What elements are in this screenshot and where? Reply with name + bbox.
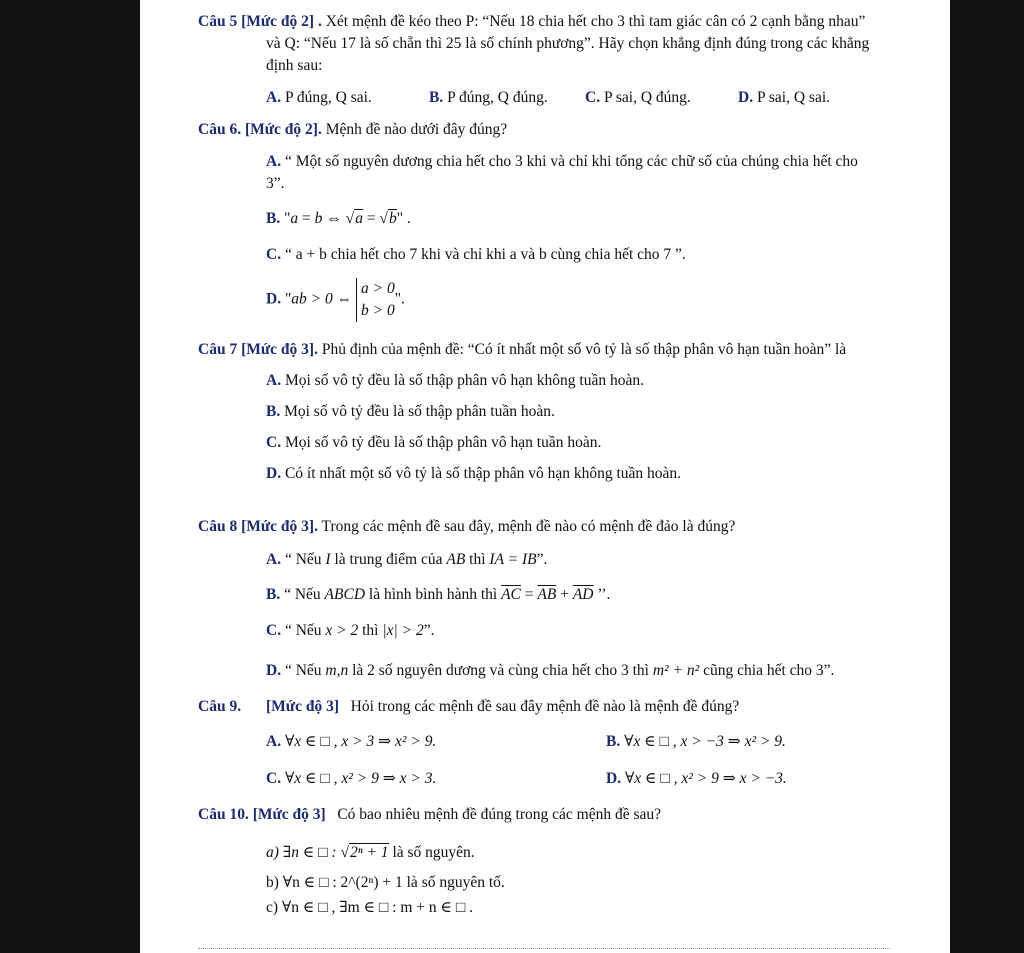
question-6-label: Câu 6. [Mức độ 2]. <box>198 121 322 138</box>
question-5-line-3: định sau: <box>266 57 323 74</box>
question-7-label: Câu 7 [Mức độ 3]. <box>198 341 318 358</box>
question-8-option-d: D. “ Nếu m,n là 2 số nguyên dương và cùng chia hết cho 3 thì m² + n² cũng chia hết cho 3”. <box>266 662 835 679</box>
question-6-option-a: A. “ Một số nguyên dương chia hết cho 3 khi và chỉ khi tổng các chữ số của chúng chia hết cho <box>266 153 858 170</box>
question-5-line-1: Câu 5 [Mức độ 2] . Xét mệnh đề kéo theo P: “Nếu 18 chia hết cho 3 thì tam giác cân có 2 cạnh bằng nhau” <box>198 13 866 30</box>
question-6-option-b: B. "a = b ⇔ √a = √b" . <box>266 210 411 227</box>
question-5-label: Câu 5 [Mức độ 2] . <box>198 13 322 30</box>
question-9-label: Câu 9. <box>198 698 242 715</box>
question-10-stem: Câu 10. [Mức độ 3] Có bao nhiêu mệnh đề đúng trong các mệnh đề sau? <box>198 806 662 823</box>
question-5-option-d: D. P sai, Q sai. <box>738 89 831 106</box>
question-6-option-d: D. "ab > 0 ⇔ a > 0 b > 0". <box>266 278 405 322</box>
system-brace: a > 0 b > 0 <box>356 278 395 322</box>
question-5-option-a: A. P đúng, Q sai. <box>266 89 372 106</box>
question-5-option-c: C. P sai, Q đúng. <box>585 89 691 106</box>
question-8-option-b: B. “ Nếu ABCD là hình bình hành thì $\overline{AC} = \overline{AB} + \overline{AD}$ ’’. <box>266 586 611 603</box>
question-9-level: [Mức độ 3] <box>266 698 340 715</box>
question-8-stem: Câu 8 [Mức độ 3]. Trong các mệnh đề sau đây, mệnh đề nào có mệnh đề đảo là đúng? <box>198 518 736 535</box>
question-5-option-b: B. P đúng, Q đúng. <box>429 89 548 106</box>
question-10-label: Câu 10. [Mức độ 3] <box>198 806 326 823</box>
question-7-stem: Câu 7 [Mức độ 3]. Phủ định của mệnh đề: “Có ít nhất một số vô tỷ là số thập phân vô hạn tuần hoàn” là <box>198 341 847 358</box>
question-7-option-c: C. Mọi số vô tỷ đều là số thập phân vô hạn tuần hoàn. <box>266 434 602 451</box>
question-8-label: Câu 8 [Mức độ 3]. <box>198 518 318 535</box>
question-7-option-d: D. Có ít nhất một số vô tỷ là số thập phân vô hạn không tuần hoàn. <box>266 465 682 482</box>
question-5-line-2: và Q: “Nếu 17 là số chẵn thì 25 là số chính phương”. Hãy chọn khẳng định đúng trong các khẳng <box>266 35 870 52</box>
question-10-item-a: a) ∃n ∈ □ : √2ⁿ + 1 là số nguyên. <box>266 844 475 861</box>
question-6-stem: Câu 6. [Mức độ 2]. Mệnh đề nào dưới đây đúng? <box>198 121 508 138</box>
question-8-option-c: C. “ Nếu x > 2 thì |x| > 2”. <box>266 622 435 639</box>
question-10-item-b: b) ∀n ∈ □ : 2^(2ⁿ) + 1 là số nguyên tố. <box>266 874 505 891</box>
question-10-item-c: c) ∀n ∈ □ , ∃m ∈ □ : m + n ∈ □ . <box>266 899 473 916</box>
question-9-option-a: A. ∀x ∈ □ , x > 3 ⇒ x² > 9. <box>266 733 437 750</box>
question-9-option-c: C. ∀x ∈ □ , x² > 9 ⇒ x > 3. <box>266 770 437 787</box>
question-8-option-a: A. “ Nếu I là trung điểm của AB thì IA = IB”. <box>266 551 548 568</box>
question-6-option-a-cont: 3”. <box>266 175 285 192</box>
question-7-option-b: B. Mọi số vô tỷ đều là số thập phân tuần hoàn. <box>266 403 555 420</box>
question-7-option-a: A. Mọi số vô tỷ đều là số thập phân vô hạn không tuần hoàn. <box>266 372 644 389</box>
question-9-option-b: B. ∀x ∈ □ , x > −3 ⇒ x² > 9. <box>606 733 786 750</box>
question-6-option-c: C. “ a + b chia hết cho 7 khi và chỉ khi a và b cùng chia hết cho 7 ”. <box>266 246 686 263</box>
document-page <box>140 0 950 953</box>
question-9-option-d: D. ∀x ∈ □ , x² > 9 ⇒ x > −3. <box>606 770 787 787</box>
question-9-stem: [Mức độ 3] Hỏi trong các mệnh đề sau đây mệnh đề nào là mệnh đề đúng? <box>266 698 740 715</box>
page-bottom-dotted-divider <box>198 948 890 949</box>
